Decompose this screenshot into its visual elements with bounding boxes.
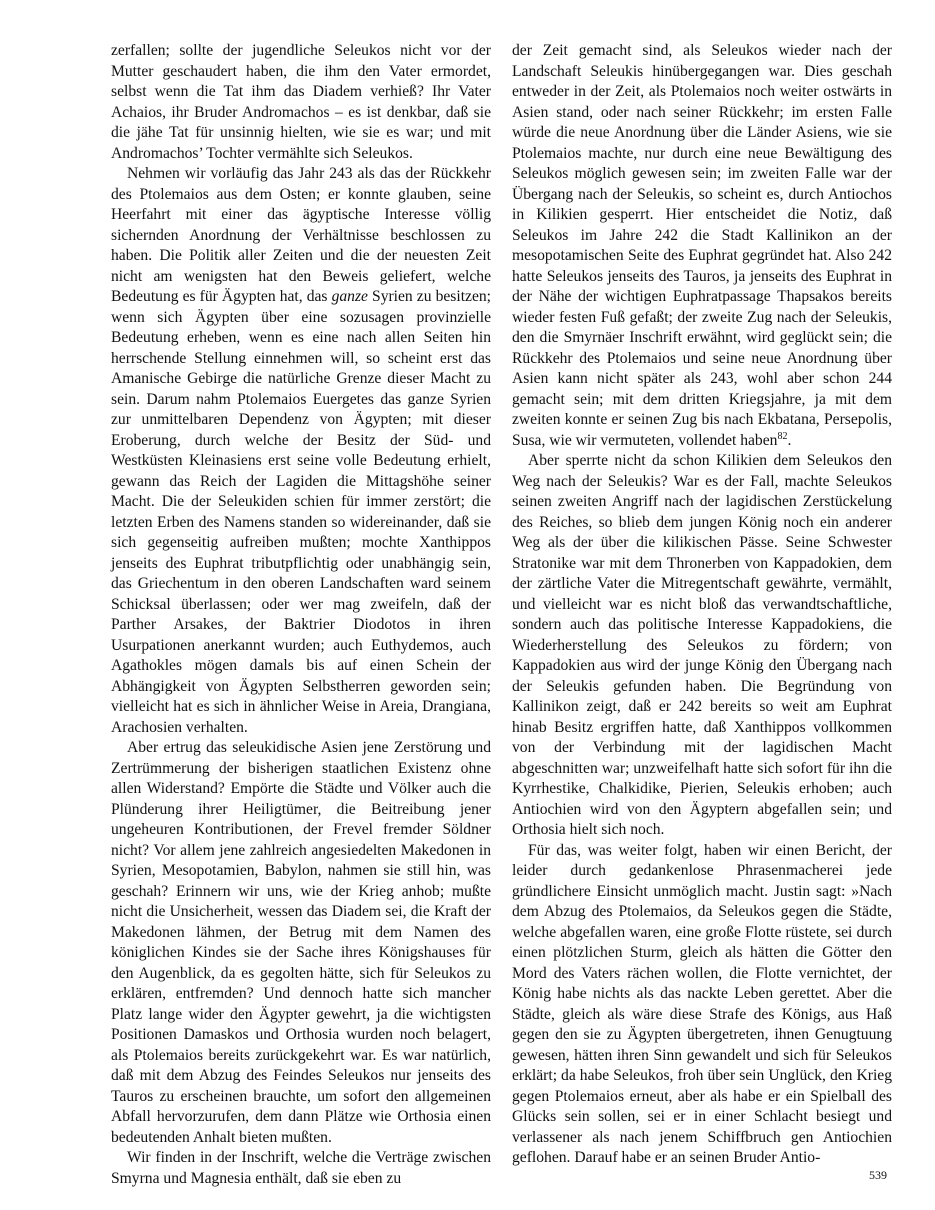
paragraph: Aber sperrte nicht da schon Kilikien dem Seleukos den Weg nach der Seleukis? War es der Fall, machte Seleukos seinen zweiten Angriff nach der lagidischen Zerstückelung des Reiches, so blieb dem jungen König noch ein anderer Weg als der über die kilikischen Pässe. Seine Schwester Stratonike war mit dem Thronerben von Kappadokien, dem der zärtliche Vater die Mitregentschaft gewährte, vermählt, und vielleicht war es nicht bloß das verwandtschaftliche, sondern auch das politische Interesse Kappadokiens, die Wiederherstellung des Seleukos zu fördern; von Kappadokien aus wird der junge König den Übergang nach der Seleukis gefunden haben. Die Begründung von Kallinikon zeigt, daß er 242 bereits so weit am Euphrat hinab Besitz ergriffen hatte, daß Xanthippos vollkommen von der Verbindung mit der lagidischen Macht abgeschnitten war; unzweifelhaft hatte sich sofort für ihn die Kyrrhestike, Chalkidike, Pierien, Seleukis erhoben; auch Antiochien wird von den Ägyptern abgefallen sein; und Orthosia hielt sich noch.	[512, 452, 892, 838]
paragraph: Aber ertrug das seleukidische Asien jene Zerstörung und Zertrümmerung der bisherigen staatlichen Existenz ohne allen Widerstand? Empörte die Städte und Völker auch die Plünderung ihrer Heiligtümer, die Beitreibung jener ungeheuren Kontributionen, der Frevel fremder Söldner nicht? Vor allem jene zahlreich angesiedelten Makedonen in Syrien, Mesopotamien, Babylon, nahmen sie still hin, was geschah? Erinnern wir uns, wie der Krieg anhob; mußte nicht die Unsicherheit, wessen das Diadem sei, die Kraft der Makedonen lähmen, der Betrug mit dem Namen des königlichen Kindes sie der Sache ihres Königshauses für den Augenblick, da es gegolten hätte, sich für Seleukos zu erklären, entfremden? Und dennoch hatte sich mancher Platz lange wider den Ägypter gewehrt, ja die wichtigsten Positionen Damaskos und Orthosia wurden noch belagert, als Ptolemaios bereits zurückgekehrt war. Es war natürlich, daß mit dem Abzug des Feindes Seleukos nur jenseits des Tauros zu erscheinen brauchte, um sofort den allgemeinen Abfall hervorzurufen, dem dann Plätze wie Orthosia einen bedeutenden Anhalt bieten mußten.	[111, 739, 491, 1146]
left-text-column	[111, 41, 491, 1189]
paragraph: zerfallen; sollte der jugendliche Seleukos nicht vor der Mutter geschaudert haben, die ihm den Vater ermordet, selbst wenn die Tat ihm das Diadem verhieß? Ihr Vater Achaios, ihr Bruder Andromachos – es ist denkbar, daß sie die jähe Tat für unsinnig hielten, wie sie es war; und mit Andromachos’ Tochter vermählte sich Seleukos.	[111, 42, 491, 162]
right-text-column	[512, 41, 892, 1169]
paragraph: Wir finden in der Inschrift, welche die Verträge zwischen Smyrna und Magnesia enthält, daß sie eben zu	[111, 1149, 491, 1187]
text-run: der Zeit gemacht sind, als Seleukos wieder nach der Landschaft Seleukis hinübergegangen war. Dies geschah entweder in der Zeit, als Ptolemaios noch weiter ostwärts in Asien stand, oder nach seiner Rückkehr; im ersten Falle würde die neue Anordnung über die Länder Asiens, wie sie Ptolemaios machte, nur durch eine neue Bewältigung des Seleukos möglich gewesen sein; im zweiten Falle war der Übergang nach der Seleukis, so scheint es, durch Antiochos in Kilikien gesperrt. Hier entscheidet die Notiz, daß Seleukos im Jahre 242 die Stadt Kallinikon an der mesopotamischen Seite des Euphrat gegründet hat. Also 242 hatte Seleukos jenseits des Tauros, ja jenseits des Euphrat in der Nähe der wichtigen Euphratpassage Thapsakos bereits wieder festen Fuß gefaßt; der zweite Zug nach der Seleukis, den die Smyrnäer Inschrift erwähnt, wird geglückt sein; die Rückkehr des Ptolemaios und seine neue Anordnung über Asien kann nicht später als 243, wohl aber schon 244 gemacht sein; mit dem dritten Kriegsjahre, ja mit dem zweiten konnte er seinen Zug bis nach Ekbatana, Persepolis, Susa, wie wir vermuteten, vollendet haben	[512, 42, 892, 449]
paragraph	[512, 41, 892, 451]
emphasis-text: ganze	[331, 288, 368, 305]
text-run: Syrien zu besitzen; wenn sich Ägypten über eine sozusagen provinzielle Bedeutung erheben, wenn es eine nach allen Seiten hin herrschende Stellung einnehmen will, so scheint erst das Amanische Gebirge die natürliche Grenze dieser Macht zu sein. Darum nahm Ptolemaios Euergetes das ganze Syrien zur unmittelbaren Dependenz von Ägypten; mit dieser Eroberung, durch welche der Besitz der Süd- und Westküsten Kleinasiens erst seine volle Bedeutung erhielt, gewann das Reich der Lagiden die Mittagshöhe seiner Macht. Die der Seleukiden schien für immer zerstört; die letzten Erben des Namens standen so widereinander, daß sie sich gegenseitig aufreiben mußten; mochte Xanthippos jenseits des Euphrat tributpflichtig oder unabhängig sein, das Griechentum in den oberen Landschaften ward seinem Schicksal überlassen; oder wer mag zweifeln, daß der Parther Arsakes, der Baktrier Diodotos in ihren Usurpationen anerkannt wurden; auch Euthydemos, auch Agathokles mögen damals bis auf einen Schein der Abhängigkeit von Ägypten Selbstherren geworden sein; vielleicht hat es sich in ähnlicher Weise in Areia, Drangiana, Arachosien verhalten.	[111, 288, 491, 736]
page-number: 539	[869, 1168, 887, 1182]
text-run: .	[787, 431, 792, 449]
footnote-reference[interactable]: 82	[777, 430, 788, 442]
paragraph	[111, 164, 491, 738]
text-run: Nehmen wir vorläufig das Jahr 243 als das der Rückkehr des Ptolemaios aus dem Osten; er konnte glauben, seine Heerfahrt mit einer das ägyptische Interesse völlig sichernden Anordnung der Verhältnisse beschlossen zu haben. Die Politik aller Zeiten und die der neuesten Zeit nicht am wenigsten hat den Beweis geliefert, welche Bedeutung es für Ägypten hat, das	[111, 165, 491, 305]
paragraph: Für das, was weiter folgt, haben wir einen Bericht, der leider durch gedankenlose Phrasenmacherei jede gründlichere Einsicht unmöglich macht. Justin sagt: »Nach dem Abzug des Ptolemaios, da Seleukos gegen die Städte, welche abgefallen waren, eine große Flotte rüstete, sei durch einen plötzlichen Sturm, gleich als hätten die Götter den Mord des Vaters rächen wollen, die Flotte vernichtet, der König habe nichts als das nackte Leben gerettet. Aber die Städte, gleich als wäre diese Strafe des Königs, aus Haß gegen den sie zu Ägypten übergetreten, ihnen Genugtuung gewesen, hätten ihren Sinn gewandelt und sich für Seleukos erklärt; da habe Seleukos, froh über sein Unglück, den Krieg gegen Ptolemaios erneut, aber als habe er ein Spielball des Glücks sein sollen, sei er in einer Schlacht besiegt und verlassener als nach jenem Schiffbruch gen Antiochien geflohen. Darauf habe er an seinen Bruder Antio-	[512, 841, 892, 1166]
